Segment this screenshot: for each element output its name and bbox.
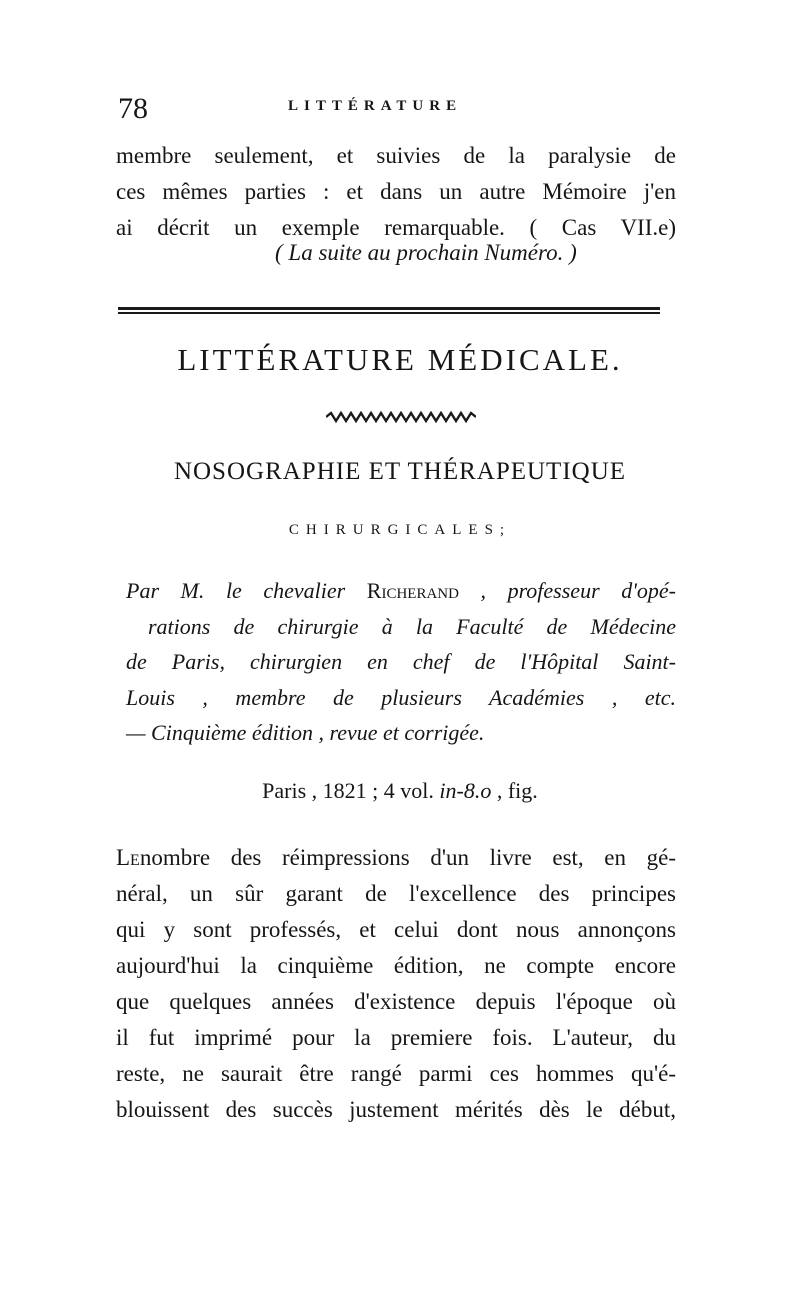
review-paragraph: [116, 840, 676, 1128]
text-line: il fut imprimé pour la premiere fois. L'auteur, du: [116, 1025, 676, 1050]
author-name: Richerand: [366, 578, 459, 603]
book-byline: [126, 573, 676, 751]
section-title: LITTÉRATURE MÉDICALE.: [177, 342, 623, 377]
imprint-prefix: Paris , 1821 ; 4 vol.: [262, 778, 440, 803]
running-title: LITTÉRATURE: [288, 98, 463, 114]
imprint-suffix: , fig.: [491, 778, 538, 803]
imprint-format: in-8.o: [439, 778, 492, 803]
double-rule-divider: [118, 307, 660, 315]
text-line: qui y sont professés, et celui dont nous annonçons: [116, 917, 676, 942]
text-line: reste, ne saurait être rangé parmi ces hommes qu'é-: [116, 1061, 676, 1086]
byline-suffix: , professeur d'opé-: [458, 578, 676, 603]
book-imprint: [0, 778, 800, 804]
text-line: néral, un sûr garant de l'excellence des principes: [116, 881, 676, 906]
text-line: ai décrit un exemple remarquable. ( Cas VII.e): [116, 215, 676, 240]
lead-word: Le: [116, 845, 140, 870]
page-header: [118, 92, 678, 132]
byline-prefix: Par M. le chevalier: [126, 578, 367, 603]
book-subtitle: CHIRURGICALES;: [288, 522, 512, 538]
text-line: [116, 840, 676, 876]
ornament-divider: [326, 410, 476, 424]
text-line-rest: nombre des réimpressions d'un livre est, en gé-: [139, 845, 676, 870]
continued-note: ( La suite au prochain Numéro. ): [275, 240, 577, 265]
text-line: que quelques années d'existence depuis l'époque où: [116, 989, 676, 1014]
paragraph-continued: [116, 138, 676, 246]
byline-line: de Paris, chirurgien en chef de l'Hôpital Saint-: [126, 649, 676, 674]
text-line: membre seulement, et suivies de la paralysie de: [116, 143, 676, 168]
byline-line: [126, 573, 676, 609]
text-line: blouissent des succès justement mérités dès le début,: [116, 1097, 676, 1122]
byline-line: Louis , membre de plusieurs Académies , etc.: [126, 684, 676, 710]
page-number: 78: [118, 92, 148, 125]
text-line: aujourd'hui la cinquième édition, ne compte encore: [116, 953, 676, 978]
book-title: NOSOGRAPHIE ET THÉRAPEUTIQUE: [173, 458, 627, 485]
byline-line: rations de chirurgie à la Faculté de Médecine: [148, 613, 676, 639]
text-line: ces mêmes parties : et dans un autre Mémoire j'en: [116, 179, 676, 204]
byline-line: — Cinquième édition , revue et corrigée.: [126, 720, 485, 745]
